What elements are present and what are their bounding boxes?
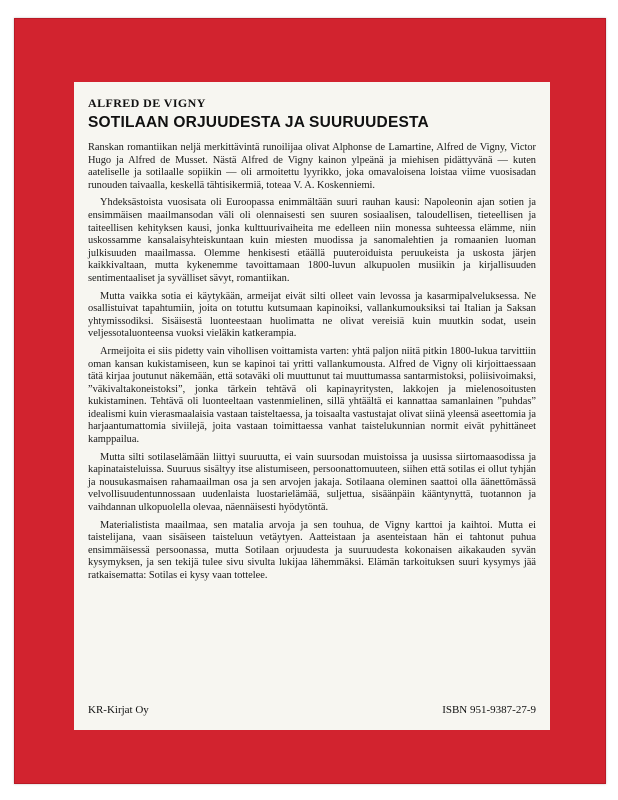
text-panel	[74, 82, 550, 730]
blurb-paragraph-6: Materialistista maailmaa, sen matalia arvoja ja sen touhua, de Vigny karttoi ja kaihtoi. Mutta ei taistelijana, vaan sisäiseen taisteluun vetäytyen. Aatteistaan ja asenteistaan hän ei tahtonut puhua ensimmäisessä persoonassa, mutta Sotilaan orjuudesta ja suuruudesta kokonaisen aikakauden syvän kysymyksen, ja sen tekijä tulee sivu sivulta lukijaa lähemmäksi. Elämän tarkoituksen suuri kysymys jää ratkaisematta: Sotilas ei kysy vaan tottelee.	[88, 519, 536, 581]
blurb-body	[88, 142, 536, 583]
blurb-paragraph-4: Armeijoita ei siis pidetty vain vihollisen voittamista varten: yhtä paljon niitä pitkin 1800-lukua tarvittiin oman kansan kukistamiseen, kun se kapinoi tai yritti vallankumousta. Alfred de Vigny oli kirjoittaessaan tätä kirjaa joutunut näkemään, että sotaväki oli muuttunut tai muuttumassa santarmistoksi, poliisivoimaksi, ”väkivaltakoneistoksi”, jonka tärkein tehtävä oli kapinayritysten, lakkojen ja mielenosoitusten kukistaminen. Tehtävä oli luonteeltaan vastenmielinen, sillä yhtäältä ei kannattaa samanlainen ”puhdas” idealismi kuin vierasmaalaisia vastaan taisteltaessa, ja toisaalta vastustajat olivat siinä yleensä aseettomia ja harjaantumattomia siviilejä, joita vastaan toimittaessa vanhat taistelukunnian normit eivät pyhittäneet kamppailua.	[88, 345, 536, 446]
blurb-paragraph-2: Yhdeksästoista vuosisata oli Euroopassa enimmältään suuri rauhan kausi: Napoleonin ajan sotien ja ensimmäisen maailmansodan väli oli olennaisesti sen suuren sosiaalisen, taloudellisen, tieteellisen ja taiteellisen kehityksen kausi, jonka kulttuurivaiheita me edelleen niin monessa suhteessa elämme, niin uskossamme kansalaisyhteiskuntaan kuin miesten muodissa ja sanomalehtien ja romaanien luoman julkisuuden maailmassa. Olemme henkisesti etäällä puuteroiduista peruukeista ja uskosta järjen kaikkivaltaan, mutta kykenemme tavoittamaan 1800-luvun alkupuolen musiikin ja kirjallisuuden sentimentaaliset ja syvälliset sävyt, romantiikan.	[88, 197, 536, 284]
blurb-paragraph-1: Ranskan romantiikan neljä merkittävintä runoilijaa olivat Alphonse de Lamartine, Alfred de Vigny, Victor Hugo ja Alfred de Musset. Nästä Alfred de Vigny kainon ylpeänä ja miehisen pidättyvänä — kuten aateliselle ja sotilaalle sopiikin — oli armoitettu lyyrikko, joka omavaloisena loistaa viime vuosisadan runouden taivaalla, keskellä tähtisikermiä, toteaa V. A. Koskenniemi.	[88, 142, 536, 191]
publisher-name: KR-Kirjat Oy	[88, 704, 149, 716]
imprint-footer	[88, 704, 536, 716]
author-name: ALFRED DE VIGNY	[88, 96, 206, 110]
book-title: SOTILAAN ORJUUDESTA JA SUURUUDESTA	[88, 114, 429, 131]
book-back-cover	[14, 18, 606, 784]
isbn-number: ISBN 951-9387-27-9	[442, 704, 536, 716]
blurb-paragraph-5: Mutta silti sotilaselämään liittyi suuruutta, ei vain suursodan muistoissa ja uusissa siirtomaasodissa ja kapinataisteluissa. Suuruus sisältyy itse alistumiseen, persoonattomuuteen, siihen että sotilas ei ollut tyhjän ja nousukasmaisen rahamaailman osa ja sen arvojen jakaja. Sotilaana oleminen saattoi olla äänettömässä velvollisuudentunnossaan uudenlaista luostarielämää, suljettua, sisäänpäin kääntynyttä, tuotannon ja vaihdannan ulkopuolella olevaa, näennäisesti hyödytöntä.	[88, 451, 536, 514]
blurb-paragraph-3: Mutta vaikka sotia ei käytykään, armeijat eivät silti olleet vain levossa ja kasarmipalveluksessa. Ne osallistuivat tapahtumiin, joita on totuttu kutsumaan kapinoiksi, vallankumouksiksi tai Italian ja Saksan yhtymissodiksi. Sisäisestä luonteestaan huolimatta ne olivat vereisiä kuin muutkin sodat, usein veljessotaluonteensa vuoksi vieläkin katkerampia.	[88, 290, 536, 340]
